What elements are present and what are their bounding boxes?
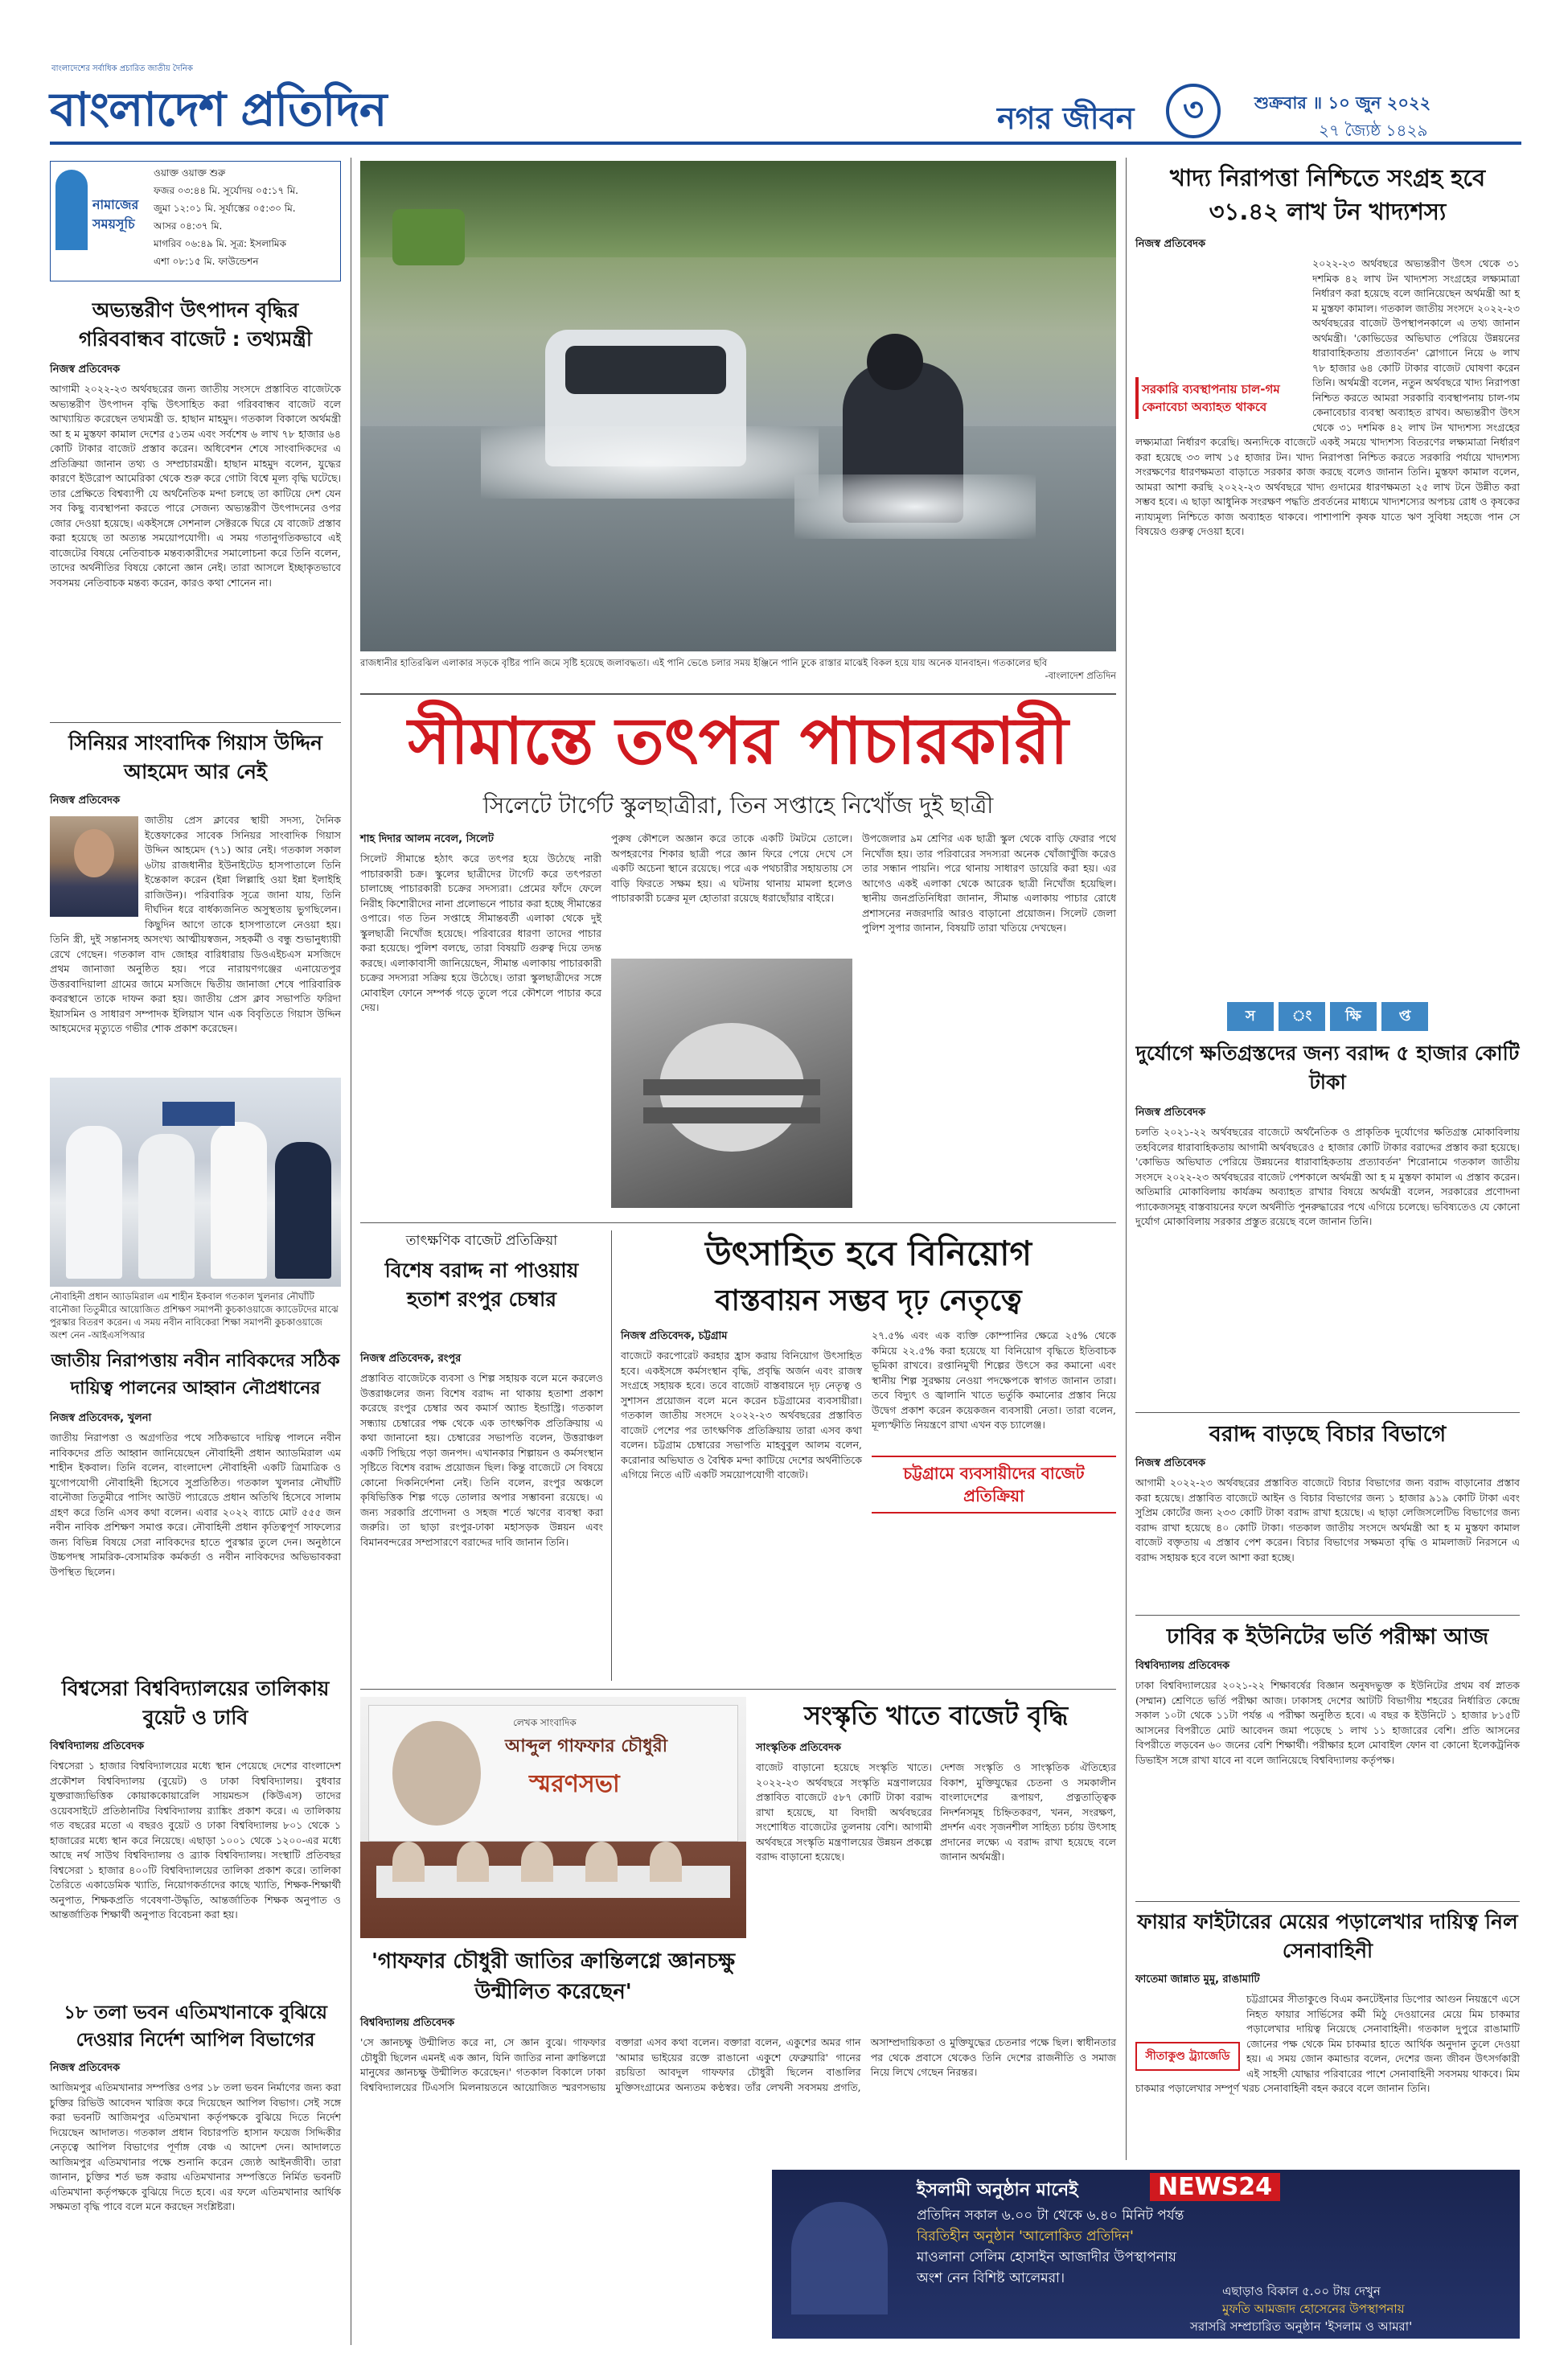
ctg-body-1: বাজেটে করপোরেট করহার হ্রাস করায় বিনিয়োগ উৎসাহিত হবে। একইসঙ্গে কর্মসংস্থান বৃদ্ধি, প্রবৃদ্ধি অর্জন এবং রাজস্ব সংগ্রহে সহায়ক হবে। তবে বাজেট বাস্তবায়নে দৃঢ় নেতৃত্ব ও সুশাসন প্রয়োজন বলে মনে করেন চট্টগ্রামের ব্যবসায়ীরা। গতকাল জাতীয় সংসদে ২০২২-২৩ অর্থবছরের প্রস্তাবিত বাজেট পেশের পর তাৎক্ষণিক প্রতিক্রিয়ায় তারা এসব কথা বলেন। চট্টগ্রাম চেম্বারের সভাপতি মাহবুবুল আলম বলেন, করোনার অভিঘাত ও বৈশ্বিক মন্দা কাটিয়ে দেশের অর্থনীতিকে এগিয়ে নিতে এটি একটি সময়োপযোগী বাজেট। — [621, 1349, 862, 1481]
culture-body-2: দেশজ সংস্কৃতি ও সাংস্কৃতিক ঐতিহ্যের বিকাশ, মুক্তিযুদ্ধের চেতনা ও সমকালীন বাংলাদেশের রূপায়ণ, প্রত্নতাত্ত্বিক নিদর্শনসমূহ চিহ্নিতকরণ, খনন, সংরক্ষণ, প্রদর্শন এবং সৃজনশীল সাহিত্য চর্চায় উৎসাহ প্রদানের লক্ষ্যে এ বরাদ্দ রাখা হয়েছে বলে জানান অর্থমন্ত্রী। — [940, 1761, 1116, 1863]
masthead-title: বাংলাদেশ প্রতিদিন — [50, 82, 387, 137]
lead-subheadline: সিলেটে টার্গেট স্কুলছাত্রীরা, তিন সপ্তাহে নিখোঁজ দুই ছাত্রী — [482, 792, 994, 819]
divider — [1135, 1615, 1520, 1616]
rangpur-kicker: তাৎক্ষণিক বাজেট প্রতিক্রিয়া — [405, 1233, 558, 1249]
rain-caption — [360, 656, 1116, 688]
ad-brand: NEWS24 — [1150, 2173, 1280, 2201]
judiciary-title: বরাদ্দ বাড়ছে বিচার বিভাগে — [1209, 1422, 1447, 1447]
prayer-header: ওয়াক্ত ওয়াক্ত শুরু — [154, 167, 226, 179]
ctg-column-1 — [621, 1329, 862, 1682]
prayer-row: ফজর ০৩:৪৪ মি. সূর্যোদয় ০৫:১৭ মি. — [154, 185, 298, 196]
disaster-byline: নিজস্ব প্রতিবেদক — [1135, 1107, 1206, 1119]
ctg-pull-quote — [872, 1456, 1116, 1514]
firefighter-body: চট্টগ্রামের সীতাকুণ্ডে বিএম কনটেইনার ডিপোর আগুন নিয়ন্ত্রণে এসে নিহত ফায়ার সার্ভিসের কর্মী মিঠু দেওয়ানের মেয়ে মিম চাকমার পড়ালেখার দায়িত্ব নিয়েছে সেনাবাহিনী। গতকাল দুপুরে রাঙামাটি জোনের পক্ষ থেকে মিম চাকমার হাতে আর্থিক অনুদান তুলে দেওয়া হয়। এ সময় জোন কমান্ডার বলেন, দেশের জন্য জীবন উৎসর্গকারী এই সাহসী যোদ্ধার পরিবারের পাশে সেনাবাহিনী সবসময় থাকবে। মিম চাকমার পড়ালেখার সম্পূর্ণ খরচ সেনাবাহিনী বহন করবে বলে জানান তিনি। — [1135, 1993, 1520, 2094]
sonkhipto-letter: ক্ষি — [1330, 1002, 1377, 1031]
prayer-row: জুমা ১২:০১ মি. সূর্যাস্তের ০৫:৩০ মি. — [154, 203, 296, 214]
navy-story-byline: নিজস্ব প্রতিবেদক, খুলনা — [50, 1412, 152, 1424]
page-number-badge — [1166, 84, 1221, 138]
mosque-icon — [55, 170, 88, 250]
building-story-title: ১৮ তলা ভবন এতিমখানাকে বুঝিয়ে দেওয়ার নির্দেশ আপিল বিভাগের — [64, 2002, 327, 2051]
divider — [360, 1222, 1116, 1223]
rangpur-title: বিশেষ বরাদ্দ না পাওয়ায় হতাশ রংপুর চেম্বার — [384, 1259, 579, 1311]
ctg-title-line-1: উৎসাহিত হবে বিনিয়োগ — [704, 1234, 1032, 1273]
divider — [1135, 1901, 1520, 1902]
divider — [50, 722, 341, 723]
obituary-portrait — [50, 816, 138, 917]
navy-caption: নৌবাহিনী প্রধান অ্যাডমিরাল এম শাহীন ইকবাল গতকাল খুলনার নৌঘাঁটি বানৌজা তিতুমীরে আয়োজিত প্রশিক্ষণ সমাপনী কুচকাওয়াজে ক্যাডেটদের মাঝে পুরস্কার বিতরণ করেন। এ সময় নবীন নাবিকেরা শিক্ষা সমাপনী কুচকাওয়াজে অংশ নেন -আইএসপিআর — [50, 1291, 339, 1341]
divider — [1135, 1412, 1520, 1413]
rain-photo — [360, 161, 1116, 651]
budget-story-body: আগামী ২০২২-২৩ অর্থবছরের জন্য জাতীয় সংসদে প্রস্তাবিত বাজেটকে অভ্যন্তরীণ উৎপাদন বৃদ্ধি উৎসাহিত করা গরিববান্ধব বাজেট বলে আখ্যায়িত করেছেন তথ্যমন্ত্রী ড. হাছান মাহমুদ। গতকাল বিকালে অর্থমন্ত্রী আ হ ম মুস্তফা কামাল দেশের ৫১তম এবং সর্বশেষ ৬ লাখ ৭৮ হাজার ৬৪ কোটি টাকার বাজেট প্রস্তাব করেন। অধিবেশন শেষে সাংবাদিকদের এ প্রতিক্রিয়া জানান তথ্য ও সম্প্রচারমন্ত্রী। হাছান মাহমুদ বলেন, যুদ্ধের কারণে ইউরোপ আমেরিকা থেকে শুরু করে গোটা বিশ্বে মূল্য বৃদ্ধি ঘটেছে। তার প্রেক্ষিতে বিশ্বব্যাপী যে অর্থনৈতিক মন্দা চলছে তা কাটিয়ে দেশ যেন সব কিছু ব্যবস্থাপনা করতে পারে সেজন্য অভ্যন্তরীণ উৎপাদনের ওপর জোর দেওয়া হয়েছে। একইসঙ্গে সেশনাল সেক্টরকে ঘিরে যে বাজেট প্রস্তাব করা হয়েছে তা অত্যন্ত সময়োপযোগী। এ সময় গতানুগতিকভাবে এই বাজেটের বিষয়ে নেতিবাচক মন্তব্যকারীদের সমালোচনা করে তিনি বলেন, তাদের অর্থনীতির বিষয়ে কোনো জ্ঞান নেই। তারা আসলে ইচ্ছাকৃতভাবে সবসময় নেতিবাচক মন্তব্য করেন, কারও কথা শোনেন না। — [50, 383, 341, 589]
food-byline: নিজস্ব প্রতিবেদক — [1135, 238, 1206, 250]
lead-byline: শাহ দিদার আলম নবেল, সিলেট — [360, 833, 494, 845]
building-story — [50, 1999, 341, 2337]
memorial-banner-name: আব্দুল গাফফার চৌধুরী — [505, 1736, 668, 1756]
ad-line-4: মাওলানা সেলিম হোসাইন আজাদীর উপস্থাপনায় — [917, 2249, 1176, 2265]
sonkhipto-letter: স — [1227, 1002, 1274, 1031]
ad-line-1: ইসলামী অনুষ্ঠান মানেই — [917, 2180, 1078, 2200]
memorial-title: 'গাফফার চৌধুরী জাতির ক্রান্তিলগ্নে জ্ঞানচক্ষু উন্মীলিত করেছেন' — [371, 1949, 736, 2004]
rangpur-byline: নিজস্ব প্রতিবেদক, রংপুর — [360, 1353, 462, 1365]
rangpur-body: প্রস্তাবিত বাজেটকে ব্যবসা ও শিল্প সহায়ক বলে মনে করলেও উত্তরাঞ্চলের জন্য বিশেষ বরাদ্দ না থাকায় হতাশা প্রকাশ করেছে রংপুর চেম্বার অব কমার্স অ্যান্ড ইন্ডাস্ট্রি। গতকাল সন্ধ্যায় চেম্বারের পক্ষ থেকে এক তাৎক্ষণিক প্রতিক্রিয়ায় এ কথা জানানো হয়। চেম্বারের সভাপতি বলেন, উত্তরাঞ্চল একটি পিছিয়ে পড়া জনপদ। এখানকার শিল্পায়ন ও কর্মসংস্থান সৃষ্টিতে বিশেষ বরাদ্দ প্রয়োজন ছিল। কিন্তু বাজেটে সে বিষয়ে কোনো দিকনির্দেশনা নেই। তিনি বলেন, রংপুর অঞ্চলে কৃষিভিত্তিক শিল্প গড়ে তোলার অপার সম্ভাবনা রয়েছে। এ জন্য সরকারি প্রণোদনা ও সহজ শর্তে ঋণের ব্যবস্থা করা জরুরি। তা ছাড়া রংপুর-ঢাকা মহাসড়ক উন্নয়ন এবং বিমানবন্দরের সম্প্রসারণে বরাদ্দের দাবি জানান তিনি। — [360, 1372, 603, 1548]
budget-story-byline: নিজস্ব প্রতিবেদক — [50, 363, 121, 376]
prayer-title: নামাজের সময়সূচি — [92, 197, 139, 232]
disaster-title: দুর্যোগে ক্ষতিগ্রস্তদের জন্য বরাদ্দ ৫ হাজার কোটি টাকা — [1135, 1041, 1520, 1094]
date-line-2: ২৭ জ্যৈষ্ঠ ১৪২৯ — [1319, 121, 1428, 140]
page-number: ৩ — [1182, 92, 1204, 129]
rangpur-story — [360, 1230, 603, 1713]
firefighter-pull-quote — [1135, 2042, 1240, 2071]
firefighter-story — [1135, 1908, 1520, 2165]
food-pull-quote — [1135, 377, 1304, 419]
ad-mosque-icon — [791, 2202, 888, 2314]
sonkhipto-letter: প্ত — [1381, 1002, 1428, 1031]
navy-photo — [50, 1078, 341, 1287]
prayer-row: মাগরিব ০৬:৪৯ মি. সূত্র: ইসলামিক — [154, 238, 286, 249]
navy-story-body: জাতীয় নিরাপত্তা ও অগ্রগতির পথে সঠিকভাবে দায়িত্ব পালনে নবীন নাবিকদের প্রতি আহ্বান জানিয়েছেন নৌবাহিনী প্রধান অ্যাডমিরাল এম শাহীন ইকবাল। তিনি বলেন, বাংলাদেশ নৌবাহিনী একটি ত্রিমাত্রিক ও যুগোপযোগী নৌবাহিনী হিসেবে সুপ্রতিষ্ঠিত। গতকাল খুলনার নৌঘাঁটি বানৌজা তিতুমীরে পাসিং আউট প্যারেডে প্রধান অতিথি হিসেবে সালাম গ্রহণ করে তিনি এসব কথা বলেন। এবার ২০২২ ব্যাচে মোট ৫৫৫ জন নবীন নাবিক প্রশিক্ষণ সমাপ্ত করে। নৌবাহিনী প্রধান কৃতিত্বপূর্ণ সাফল্যের জন্য বিভিন্ন বিষয়ে সেরা নাবিকদের হাতে পুরস্কার তুলে দেন। অনুষ্ঠানে উচ্চপদস্থ সামরিক-বেসামরিক কর্মকর্তা ও নবীন নাবিকদের অভিভাবকরা উপস্থিত ছিলেন। — [50, 1431, 341, 1578]
obituary-byline: নিজস্ব প্রতিবেদক — [50, 795, 121, 807]
ad-line-3: বিরতিহীন অনুষ্ঠান 'আলোকিত প্রতিদিন' — [917, 2228, 1134, 2245]
du-admission-body: ঢাকা বিশ্ববিদ্যালয়ের ২০২১-২২ শিক্ষাবর্ষের বিজ্ঞান অনুষদভুক্ত ক ইউনিটের প্রথম বর্ষ স্নাতক (সম্মান) শ্রেণিতে ভর্তি পরীক্ষা আজ। ঢাকাসহ দেশের আটটি বিভাগীয় শহরের নির্ধারিত কেন্দ্রে সকাল ১০টা থেকে ১১টা পর্যন্ত এ পরীক্ষা অনুষ্ঠিত হবে। এ বছর ক ইউনিটে ১ হাজার ৮১৫টি আসনের বিপরীতে মোট আবেদন জমা পড়েছে ১ লাখ ১১ হাজারের বেশি। প্রতি আসনের বিপরীতে লড়বেন ৬০ জনের বেশি শিক্ষার্থী। পরীক্ষার হলে মোবাইল ফোন বা কোনো ইলেকট্রনিক ডিভাইস সঙ্গে রাখা যাবে না বলে জানিয়েছে বিশ্ববিদ্যালয় কর্তৃপক্ষ। — [1135, 1679, 1520, 1766]
masthead-tagline: বাংলাদেশের সর্বাধিক প্রচারিত জাতীয় দৈনিক — [51, 64, 193, 73]
memorial-banner-top: লেখক সাংবাদিক — [513, 1717, 577, 1728]
ad-line-8: সরাসরি সম্প্রচারিত অনুষ্ঠান 'ইসলাম ও আমরা' — [1190, 2319, 1413, 2334]
masthead-divider — [50, 142, 1521, 145]
memorial-story — [360, 2015, 1116, 2160]
budget-story-title: অভ্যন্তরীণ উৎপাদন বৃদ্ধির গরিববান্ধব বাজেট : তথ্যমন্ত্রী — [79, 298, 312, 351]
lead-body-2: পুরুষ কৌশলে অজ্ঞান করে তাকে একটি টমটমে তোলে। অপহরণের শিকার ছাত্রী পরে জ্ঞান ফিরে পেয়ে দেখে সে একটি অচেনা স্থানে রয়েছে। পরে এক পথচারীর সহায়তায় সে বাড়ি ফিরতে সক্ষম হয়। এ ঘটনায় থানায় মামলা হলেও পাচারকারী চক্রের মূল হোতারা রয়েছে ধরাছোঁয়ার বাইরে। — [611, 832, 852, 904]
memorial-body: 'সে জ্ঞানচক্ষু উন্মীলিত করে না, সে জ্ঞান বুঝে। গাফফার চৌধুরী ছিলেন এমনই এক জ্ঞান, যিনি জাতির নানা ক্রান্তিলগ্নে মানুষের জ্ঞানচক্ষু উন্মীলিত করেছেন।' গতকাল বিকালে ঢাকা বিশ্ববিদ্যালয়ের টিএসসি মিলনায়তনে আয়োজিত স্মরণসভায় বক্তারা এসব কথা বলেন। বক্তারা বলেন, একুশের অমর গান 'আমার ভাইয়ের রক্তে রাঙানো একুশে ফেব্রুয়ারি' গানের রচয়িতা আবদুল গাফফার চৌধুরী ছিলেন বাঙালির মুক্তিসংগ্রামের অন্যতম কণ্ঠস্বর। তাঁর লেখনী সবসময় প্রগতি, অসাম্প্রদায়িকতা ও মুক্তিযুদ্ধের চেতনার পক্ষে ছিল। স্বাধীনতার পর থেকে প্রবাসে থেকেও তিনি দেশের রাজনীতি ও সমাজ নিয়ে লিখে গেছেন নিরন্তর। — [360, 2036, 1116, 2093]
masthead — [0, 0, 1568, 153]
university-story — [50, 1674, 341, 1996]
navy-story — [50, 1348, 341, 1670]
ctg-column-2 — [872, 1329, 1116, 1682]
lead-headline: সীমান্তে তৎপর পাচারকারী — [408, 704, 1069, 778]
obituary-body: জাতীয় প্রেস ক্লাবের স্থায়ী সদস্য, দৈনিক ইত্তেফাকের সাবেক সিনিয়র সাংবাদিক গিয়াস উদ্দিন আহমেদ (৭১) আর নেই। গতকাল সকাল ৬টায় রাজধানীর ইউনাইটেড হাসপাতালে তিনি ইন্তেকাল করেন (ইন্না লিল্লাহি ওয়া ইন্না ইলাইহি রাজিউন)। পরিবারিক সূত্রে জানা যায়, তিনি দীর্ঘদিন ধরে বার্ধক্যজনিত অসুস্থতায় ভুগছিলেন। কিছুদিন আগে তাকে হাসপাতালে নেওয়া হয়। তিনি স্ত্রী, দুই সন্তানসহ অসংখ্য আত্মীয়স্বজন, সহকর্মী ও বন্ধু শুভানুধ্যায়ী রেখে গেছেন। গতকাল বাদ জোহর বারিধারায় ডিওএইচএস মসজিদে প্রথম জানাজা অনুষ্ঠিত হয়। পরে নারায়ণগঞ্জের এনায়েতপুর উত্তরবাদিয়ালা গ্রামের জামে মসজিদে দ্বিতীয় জানাজা শেষে পারিবারিক কবরস্থানে তাকে দাফন করা হয়। জাতীয় প্রেস ক্লাব সভাপতি ফরিদা ইয়াসমিন ও সাধারণ সম্পাদক ইলিয়াস খান এক বিবৃতিতে গিয়াস উদ্দিন আহমেদের মৃত্যুতে গভীর শোক প্রকাশ করেছেন। — [50, 814, 341, 1034]
university-story-title: বিশ্বসেরা বিশ্ববিদ্যালয়ের তালিকায় বুয়েট ও ঢাবি — [61, 1677, 330, 1729]
ctg-pull-quote-text: চট্টগ্রামে ব্যবসায়ীদের বাজেট প্রতিক্রিয়া — [903, 1464, 1085, 1505]
budget-story — [50, 296, 341, 722]
column-divider — [611, 1230, 612, 1681]
ad-line-5: অংশ নেন বিশিষ্ট আলেমরা। — [917, 2270, 1065, 2286]
divider — [360, 1689, 1116, 1690]
lead-column-2 — [611, 832, 852, 1218]
rain-caption-text: রাজধানীর হাতিরঝিল এলাকার সড়কে বৃষ্টির পানি জমে সৃষ্টি হয়েছে জলাবদ্ধতা। এই পানি ভেঙে চলার সময় ইঞ্জিনে পানি ঢুকে রাস্তার মাঝেই বিকল হয়ে যায় অনেক যানবাহন। গতকালের ছবি — [360, 657, 1048, 668]
section-label: নগর জীবন — [997, 101, 1135, 136]
judiciary-body: আগামী ২০২২-২৩ অর্থবছরের প্রস্তাবিত বাজেটে বিচার বিভাগের জন্য বরাদ্দ বাড়ানোর প্রস্তাব করা হয়েছে। প্রস্তাবিত বাজেটে আইন ও বিচার বিভাগের জন্য ১ হাজার ৯১৯ কোটি টাকা এবং সুপ্রিম কোর্টের জন্য ২৩৩ কোটি টাকা বরাদ্দ রাখা হয়েছে। এ ছাড়া লেজিসলেটিভ বিভাগের জন্য বরাদ্দ রাখা হয়েছে ৪০ কোটি টাকা। গতকাল জাতীয় সংসদে অর্থমন্ত্রী আ হ ম মুস্তফা কামাল বাজেট বক্তৃতায় এ প্রস্তাব পেশ করেন। বিচার বিভাগের সক্ষমতা বৃদ্ধি ও মামলাজট নিরসনে এ বরাদ্দ সহায়ক হবে বলে আশা করা হচ্ছে। — [1135, 1477, 1520, 1563]
sonkhipto-banner — [1135, 1002, 1520, 1034]
culture-body-1: বাজেট বাড়ানো হয়েছে সংস্কৃতি খাতে। ২০২২-২৩ অর্থবছরে সংস্কৃতি মন্ত্রণালয়ের প্রস্তাবিত বাজেটে ৫৮৭ কোটি টাকা বরাদ্দ রাখা হয়েছে, যা বিদায়ী অর্থবছরের সংশোধিত বাজেটের তুলনায় বেশি। আগামী অর্থবছরে সংস্কৃতি মন্ত্রণালয়ের উন্নয়ন প্রকল্পে বরাদ্দ বাড়ানো হয়েছে। — [756, 1761, 932, 1863]
column-divider — [1126, 158, 1127, 2160]
disaster-body: চলতি ২০২১-২২ অর্থবছরের বাজেটে অর্থনৈতিক ও প্রাকৃতিক দুর্যোগের ক্ষতিগ্রস্ত মোকাবিলায় তহবিলের ধারাবাহিকতায় আগামী অর্থবছরেও ৫ হাজার কোটি টাকার বরাদ্দের প্রস্তাব করা হয়েছে। 'কোভিড অভিঘাত পেরিয়ে উন্নয়নের ধারাবাহিকতায় প্রত্যাবর্তন' শিরোনামে গতকাল জাতীয় সংসদে ২০২২-২৩ অর্থবছরের বাজেট পেশকালে অর্থমন্ত্রী আ হ ম মুস্তফা কামাল এ প্রস্তাব করেন। অতিমারি মোকাবিলায় কার্যক্রম অব্যাহত রাখার বিষয়ে অর্থমন্ত্রী বলেন, সরকারের প্রণোদনা প্যাকেজসমূহ বাস্তবায়নের ফলে অর্থনীতি পুনরুদ্ধারের পথে এগিয়ে চলেছে। ভবিষ্যতেও যে কোনো দুর্যোগ মোকাবিলায় সরকার প্রস্তুত রয়েছে বলে জানান তিনি। — [1135, 1126, 1520, 1227]
building-story-body: আজিমপুর এতিমখানার সম্পত্তির ওপর ১৮ তলা ভবন নির্মাণের জন্য করা চুক্তির রিভিউ আবেদন খারিজ করে দিয়েছেন আপিল বিভাগ। সেই সঙ্গে করা ভবনটি আজিমপুর এতিমখানা কর্তৃপক্ষকে বুঝিয়ে দিতে নির্দেশ দিয়েছেন আদালত। গতকাল প্রধান বিচারপতি হাসান ফয়েজ সিদ্দিকীর নেতৃত্বে আপিল বিভাগের পূর্ণাঙ্গ বেঞ্চ এ আদেশ দেন। আদালতে আজিমপুর এতিমখানার পক্ষে শুনানি করেন জ্যেষ্ঠ আইনজীবী। তারা জানান, চুক্তির শর্ত ভঙ্গ করায় এতিমখানার সম্পত্তিতে নির্মিত ভবনটি এতিমখানা কর্তৃপক্ষকে বুঝিয়ে দিতে হবে। এর ফলে এতিমখানার আর্থিক সক্ষমতা বৃদ্ধি পাবে বলে মনে করছেন সংশ্লিষ্টরা। — [50, 2081, 341, 2212]
judiciary-byline: নিজস্ব প্রতিবেদক — [1135, 1457, 1206, 1469]
rain-caption-credit: -বাংলাদেশ প্রতিদিন — [1045, 670, 1116, 681]
university-story-byline: বিশ্ববিদ্যালয় প্রতিবেদক — [50, 1740, 145, 1752]
du-admission-byline: বিশ্ববিদ্যালয় প্রতিবেদক — [1135, 1660, 1230, 1672]
date-line-1: শুক্রবার ॥ ১০ জুন ২০২২ — [1254, 93, 1431, 113]
firefighter-byline: ফাতেমা জান্নাত মুমু, রাঙামাটি — [1135, 1974, 1260, 1986]
obituary-title: সিনিয়র সাংবাদিক গিয়াস উদ্দিন আহমেদ আর নেই — [68, 731, 322, 783]
ctg-body-2: ২৭.৫% এবং এক ব্যক্তি কোম্পানির ক্ষেত্রে ২৫% থেকে কমিয়ে ২২.৫% করা হয়েছে যা বিনিয়োগ বৃদ্ধিতে ইতিবাচক ভূমিকা রাখবে। রপ্তানিমুখী শিল্পের উৎসে কর কমানো এবং স্থানীয় শিল্প সুরক্ষায় নেওয়া পদক্ষেপকে স্বাগত জানান তারা। তবে বিদ্যুৎ ও জ্বালানি খাতে ভর্তুকি কমানোর প্রস্তাব নিয়ে উদ্বেগ প্রকাশ করেন কয়েকজন ব্যবসায়ী নেতা। তারা বলেন, মূল্যস্ফীতি নিয়ন্ত্রণে রাখা এখন বড় চ্যালেঞ্জ। — [872, 1329, 1116, 1431]
lead-column-3 — [862, 832, 1116, 1218]
building-story-byline: নিজস্ব প্রতিবেদক — [50, 2062, 121, 2074]
lead-body-3: উপজেলার ৯ম শ্রেণির এক ছাত্রী স্কুল থেকে বাড়ি ফেরার পথে নিখোঁজ হয়। তার পরিবারের সদস্যরা অনেক খোঁজাখুঁজি করেও তার সন্ধান পায়নি। পরে থানায় সাধারণ ডায়েরি করা হয়। এর আগেও একই এলাকা থেকে আরেক ছাত্রী নিখোঁজ হয়েছিল। স্থানীয় জনপ্রতিনিধিরা জানান, সীমান্ত এলাকায় পাচার রোধে প্রশাসনের নজরদারি আরও বাড়ানো প্রয়োজন। সিলেট জেলা পুলিশ সুপার জানান, বিষয়টি তারা খতিয়ে দেখছেন। — [862, 832, 1116, 934]
ad-line-2: প্রতিদিন সকাল ৬.০০ টা থেকে ৬.৪০ মিনিট পর্যন্ত — [917, 2208, 1184, 2224]
du-admission-title: ঢাবির ক ইউনিটের ভর্তি পরীক্ষা আজ — [1166, 1624, 1489, 1649]
food-pull-quote-text: সরকারি ব্যবস্থাপনায় চাল-গম কেনাবেচা অব্যাহত থাকবে — [1142, 382, 1280, 414]
ad-line-6: এছাড়াও বিকাল ৫.০০ টায় দেখুন — [1222, 2284, 1381, 2298]
ctg-byline: নিজস্ব প্রতিবেদক, চট্টগ্রাম — [621, 1330, 728, 1342]
university-story-body: বিশ্বসেরা ১ হাজার বিশ্ববিদ্যালয়ের মধ্যে স্থান পেয়েছে দেশের বাংলাদেশ প্রকৌশল বিশ্ববিদ্যালয় (বুয়েট) ও ঢাকা বিশ্ববিদ্যালয়। বুধবার যুক্তরাজ্যভিত্তিক কোয়াককোয়ারেলি সায়মন্ডস (কিউএস) তাদের ওয়েবসাইটে প্রতিষ্ঠানটির বিশ্ববিদ্যালয় র‍্যাঙ্কিং প্রকাশ করে। এ তালিকায় গত বছরের মতো এ বছরও বুয়েট ও ঢাকা বিশ্ববিদ্যালয় ৮০১ থেকে ১ হাজারের মধ্যে স্থান করে নিয়েছে। এছাড়া ১০০১ থেকে ১২০০-এর মধ্যে আছে নর্থ সাউথ বিশ্ববিদ্যালয় ও ব্র্যাক বিশ্ববিদ্যালয়। সংস্থাটি প্রতিবছর বিশ্বসেরা ১ হাজার ৪০০টি বিশ্ববিদ্যালয়ের তালিকা প্রকাশ করে। তালিকা তৈরিতে একাডেমিক খ্যাতি, নিয়োগকর্তাদের কাছে খ্যাতি, শিক্ষক-শিক্ষার্থী অনুপাত, শিক্ষকপ্রতি গবেষণা-উদ্ধৃতি, আন্তর্জাতিক শিক্ষক অনুপাত ও আন্তর্জাতিক শিক্ষার্থী অনুপাত বিবেচনা করা হয়। — [50, 1760, 341, 1920]
memorial-byline: বিশ্ববিদ্যালয় প্রতিবেদক — [360, 2017, 455, 2029]
disaster-story — [1135, 1039, 1520, 1409]
firefighter-title: ফায়ার ফাইটারের মেয়ের পড়ালেখার দায়িত্ব নিল সেনাবাহিনী — [1137, 1910, 1518, 1962]
divider — [360, 693, 1116, 695]
prayer-row: আসর ০৪:৩৭ মি. — [154, 220, 223, 232]
culture-story — [756, 1740, 1116, 2014]
food-body: ২০২২-২৩ অর্থবছরে অভ্যন্তরীণ উৎস থেকে ৩১ দশমিক ৪২ লাখ টন খাদ্যশস্য সংগ্রহের লক্ষ্যমাত্রা নির্ধারণ করা হয়েছে বলে জানিয়েছেন অর্থমন্ত্রী আ হ ম মুস্তফা কামাল। গতকাল জাতীয় সংসদে ২০২২-২৩ অর্থবছরের বাজেট উপস্থাপনকালে এ তথ্য জানান অর্থমন্ত্রী। 'কোভিডের অভিঘাত পেরিয়ে উন্নয়নের ধারাবাহিকতায় প্রত্যাবর্তন' স্লোগানে নিয়ে ৬ লাখ ৭৮ হাজার ৬৪ কোটি টাকার বাজেট ঘোষণা করেন তিনি। অর্থমন্ত্রী বলেন, নতুন অর্থবছরে খাদ্য নিরাপত্তা নিশ্চিত করতে আমরা সরকারি ব্যবস্থাপনায় চাল-গম কেনাবেচার ব্যবস্থা অব্যাহত রাখব। অভ্যন্তরীণ উৎস থেকে ৩১ দশমিক ৪২ লাখ টন খাদ্যশস্য সংগ্রহের লক্ষ্যমাত্রা নির্ধারণ করেছি। অন্যদিকে বাজেটে একই সময়ে খাদ্যশস্য বিতরণের লক্ষ্যমাত্রা নির্ধারণ করা হয়েছে ৩৩ লাখ ১৫ হাজার টন। খাদ্য নিরাপত্তা নিশ্চিত করতে সরকারি পর্যায়ে খাদ্যশস্য সংরক্ষণের ধারণক্ষমতা বাড়াতে সরকার কাজ করছে বলেও জানান তিনি। মুস্তফা কামাল বলেন, আমরা আশা করছি ২০২২-২৩ অর্থবছরে খাদ্য গুদামের ধারণক্ষমতা ২৫ লাখ টনে উন্নীত করা সম্ভব হবে। এ ছাড়া আধুনিক সংরক্ষণ পদ্ধতি প্রবর্তনের মাধ্যমে খাদ্যশস্যের অপচয় রোধ ও কৃষকের ন্যায্যমূল্য নিশ্চিতে কাজ অব্যাহত থাকবে। পাশাপাশি কৃষক যাতে ঋণ সুবিধা সহজে পান সে বিষয়েও গুরুত্ব দেওয়া হবে। — [1135, 257, 1520, 537]
obituary-story — [50, 729, 341, 1074]
culture-byline: সাংস্কৃতিক প্রতিবেদক — [756, 1742, 841, 1754]
culture-title: সংস্কৃতি খাতে বাজেট বৃদ্ধি — [803, 1700, 1069, 1731]
judiciary-story — [1135, 1419, 1520, 1612]
sonkhipto-letter: ং — [1279, 1002, 1325, 1031]
lead-illustration — [611, 959, 852, 1208]
food-story — [1135, 161, 1520, 965]
navy-story-title: জাতীয় নিরাপত্তায় নবীন নাবিকদের সঠিক দায়িত্ব পালনের আহ্বান নৌপ্রধানের — [51, 1351, 340, 1399]
memorial-banner-event: স্মরণসভা — [529, 1770, 620, 1798]
firefighter-pull-quote-text: সীতাকুণ্ড ট্র্যাজেডি — [1145, 2050, 1230, 2063]
lead-column-1 — [360, 832, 601, 1218]
prayer-row: এশা ০৮:১৫ মি. ফাউন্ডেশন — [154, 256, 259, 267]
prayer-times-box — [50, 161, 341, 281]
ad-line-7: মুফতি আমজাদ হোসেনের উপস্থাপনায় — [1222, 2302, 1405, 2316]
memorial-photo — [360, 1697, 746, 1938]
news24-ad — [772, 2170, 1520, 2339]
ctg-title-line-2: বাস্তবায়ন সম্ভব দৃঢ় নেতৃত্বে — [715, 1284, 1022, 1317]
du-admission-story — [1135, 1621, 1520, 1898]
food-title: খাদ্য নিরাপত্তা নিশ্চিতে সংগ্রহ হবে ৩১.৪২ লাখ টন খাদ্যশস্য — [1169, 164, 1486, 225]
lead-body-1: সিলেট সীমান্তে হঠাৎ করে তৎপর হয়ে উঠেছে নারী পাচারকারী চক্র। স্কুলের ছাত্রীদের টার্গেট করে তৎপরতা চালাচ্ছে পাচারকারী চক্রের সদস্যরা। প্রেমের ফাঁদে ফেলে নিরীহ কিশোরীদের নানা প্রলোভনে পাচার করা হচ্ছে সীমান্তের ওপারে। গত তিন সপ্তাহে সীমান্তবর্তী এলাকা থেকে দুই স্কুলছাত্রী নিখোঁজ হয়েছে। পরিবারের ধারণা তাদের পাচার করা হয়েছে। পুলিশ বলছে, তারা বিষয়টি গুরুত্ব দিয়ে তদন্ত করছে। এলাকাবাসী জানিয়েছেন, সীমান্ত এলাকায় পাচারকারী চক্রের সদস্যরা সক্রিয় হয়ে উঠেছে। তারা স্কুলছাত্রীদের সঙ্গে মোবাইল ফোনে সম্পর্ক গড়ে তুলে পরে কৌশলে পাচার করে দেয়। — [360, 852, 601, 1013]
